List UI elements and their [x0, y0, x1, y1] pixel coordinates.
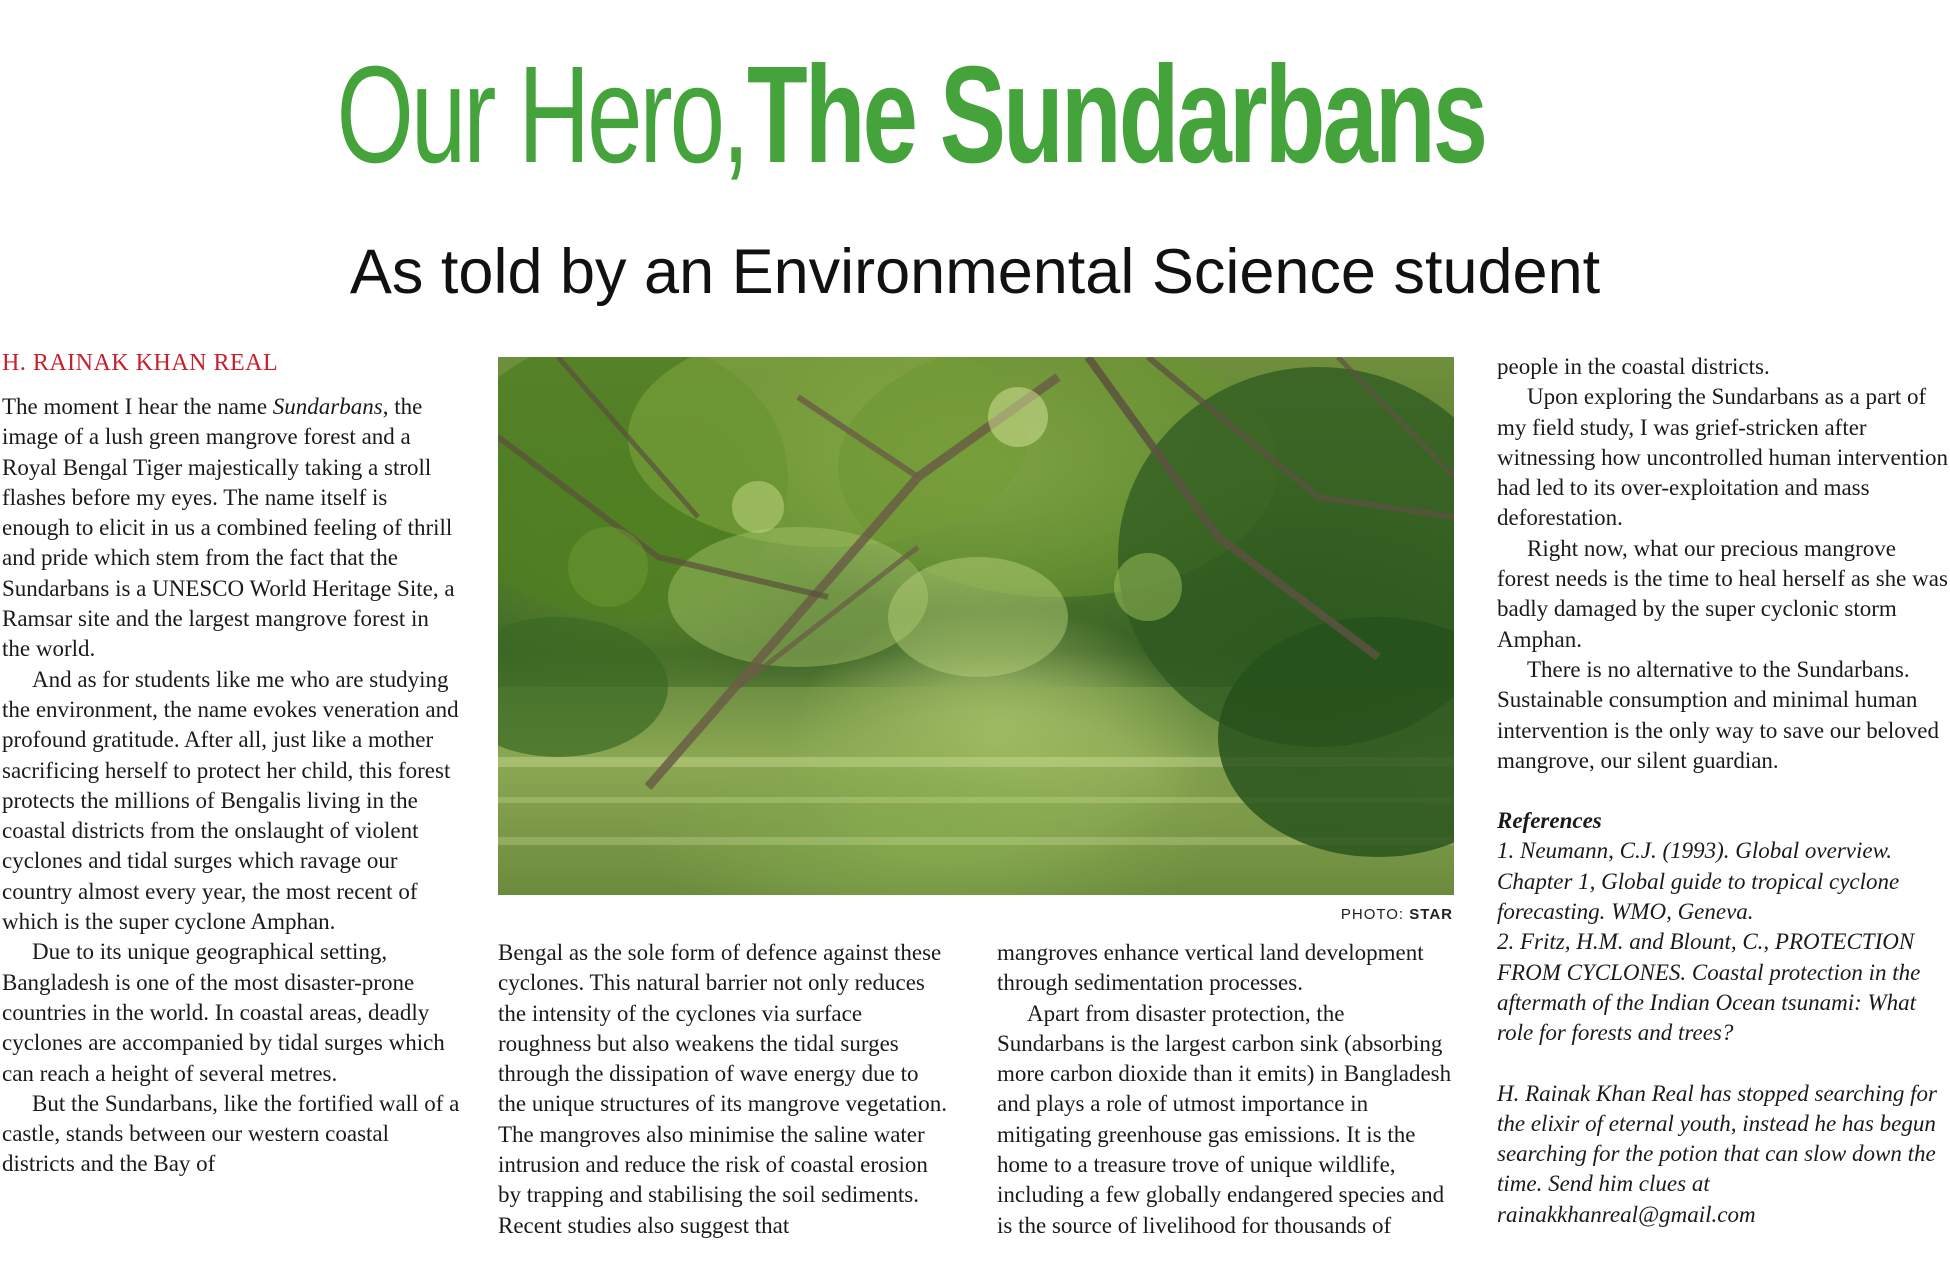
headline-part1: Our Hero, — [337, 38, 748, 192]
col1-p1-text-b: , the image of a lush green mangrove forest and a Royal Bengal Tiger majestically taking a stroll flashes before my eyes. The name itself is enough to elicit in us a combined feeling of thrill and pride which stem from the fact that the Sundarbans is a UNESCO World Heritage Site, a Ramsar site and the largest mangrove forest in the world. — [2, 394, 455, 662]
reference-2: 2. Fritz, H.M. and Blount, C., PROTECTION FROM CYCLONES. Coastal protection in the aftermath of the Indian Ocean tsunami: What role for forests and trees? — [1497, 929, 1921, 1046]
references-heading: References — [1497, 808, 1602, 834]
col1-p1-text-a: The moment I hear the name — [2, 394, 273, 419]
headline — [0, 40, 1950, 190]
col3-paragraph-2: Apart from disaster protection, the Sundarbans is the largest carbon sink (absorbing more carbon dioxide than it emits) in Bangladesh and plays a role of utmost importance in mitigating greenhouse gas emissions. It is the home to a treasure trove of unique wildlife, including a few globally endangered species and is the source of livelihood for thousands of — [997, 1000, 1452, 1238]
reference-1: 1. Neumann, C.J. (1993). Global overview. Chapter 1, Global guide to tropical cyclone forecasting. WMO, Geneva. — [1497, 838, 1900, 925]
photo-credit — [1300, 906, 1453, 923]
col3-paragraph-1: mangroves enhance vertical land development through sedimentation processes. — [997, 940, 1424, 996]
headline-part2: The Sundarbans — [747, 38, 1486, 192]
col4-paragraph-3: Right now, what our precious mangrove forest needs is the time to heal herself as she was badly damaged by the super cyclonic storm Amphan. — [1497, 535, 1948, 652]
mangrove-illustration — [498, 357, 1454, 895]
col1-paragraph-2: And as for students like me who are studying the environment, the name evokes veneration and profound gratitude. After all, just like a mother sacrificing herself to protect her child, this forest protects the millions of Bengalis living in the coastal districts from the onslaught of violent cyclones and tidal surges which ravage our country almost every year, the most recent of which is the super cyclone Amphan. — [2, 666, 459, 935]
col1-paragraph-3: Due to its unique geographical setting, Bangladesh is one of the most disaster-prone countries in the world. In coastal areas, deadly cyclones are accompanied by tidal surges which can reach a height of several metres. — [2, 939, 445, 1086]
author-bio: H. Rainak Khan Real has stopped searching for the elixir of eternal youth, instead he has begun searching for the potion that can slow down the time. Send him clues at rainakkhanreal@gmail.com — [1497, 1080, 1937, 1227]
article-column-4 — [1497, 352, 1949, 1230]
article-column-2 — [498, 938, 952, 1241]
article-column-1 — [2, 392, 460, 1180]
col1-paragraph-1 — [2, 392, 460, 665]
photo-credit-source: STAR — [1409, 906, 1453, 923]
mangrove-photo — [498, 357, 1454, 895]
photo-credit-label: PHOTO: — [1340, 906, 1405, 923]
author-byline: H. RAINAK KHAN REAL — [2, 350, 279, 376]
col2-paragraph-1: Bengal as the sole form of defence against these cyclones. This natural barrier not only reduces the intensity of the cyclones via surface roughness but also weakens the tidal surges through the dissipation of wave energy due to the unique structures of its mangrove vegetation. The mangroves also minimise the saline water intrusion and reduce the risk of coastal erosion by trapping and stabilising the soil sediments. Recent studies also suggest that — [498, 940, 948, 1238]
col4-paragraph-2: Upon exploring the Sundarbans as a part of my field study, I was grief-stricken after witnessing how uncontrolled human intervention had led to its over-exploitation and mass deforestation. — [1497, 384, 1948, 531]
col1-p1-italic: Sundarbans — [272, 394, 383, 419]
subheadline: As told by an Environmental Science student — [349, 237, 1601, 307]
article-column-3 — [997, 938, 1455, 1241]
col1-paragraph-4: But the Sundarbans, like the fortified wall of a castle, stands between our western coastal districts and the Bay of — [2, 1090, 460, 1177]
col4-paragraph-1: people in the coastal districts. — [1497, 354, 1770, 379]
col4-paragraph-4: There is no alternative to the Sundarbans. Sustainable consumption and minimal human intervention is the only way to save our beloved mangrove, our silent guardian. — [1497, 656, 1940, 773]
